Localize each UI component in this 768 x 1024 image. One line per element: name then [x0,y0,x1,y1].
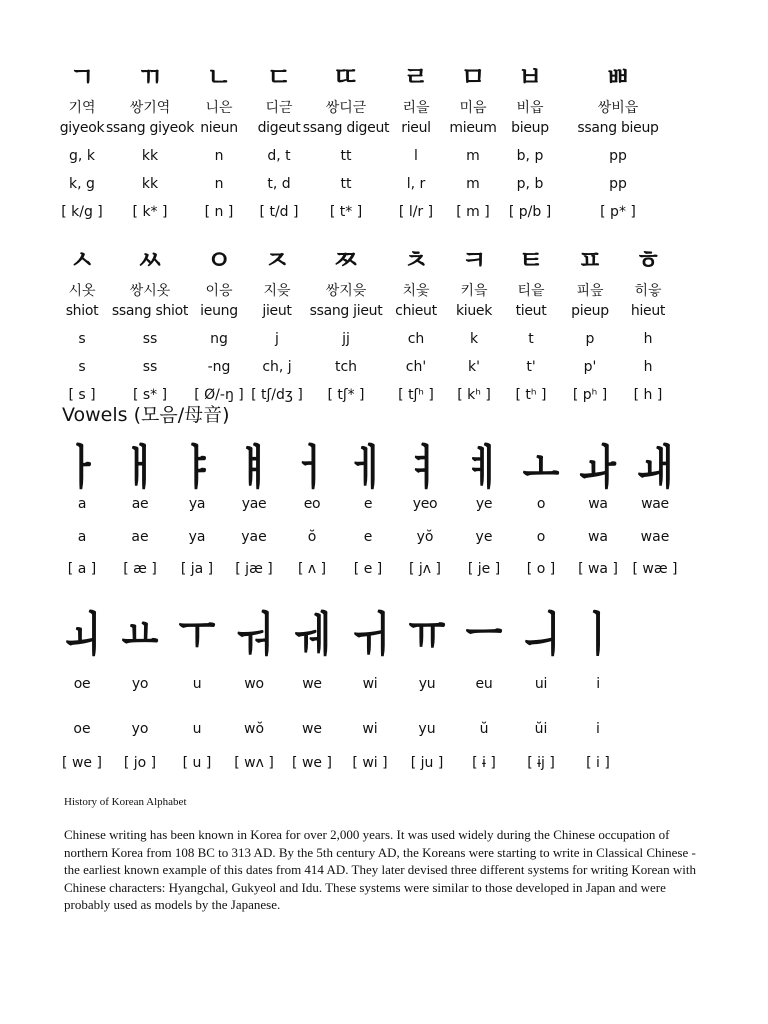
consonant-mr-cell: k' [468,359,480,375]
vowel-ipa-cell: [ e ] [353,561,383,577]
consonant-korean-cell: 티읕 [517,283,545,299]
vowel-glyph-cell: ㅠ [408,607,446,663]
vowel-roman-cell: yae [241,496,267,512]
consonants-row1-glyph-row [0,57,768,93]
consonant-mr-cell: -ng [207,359,231,375]
vowel-glyph-cell: ㅡ [465,607,503,663]
consonant-glyph-cell: ㄷ [266,63,292,93]
consonant-mr-cell: t, d [267,176,291,192]
vowel-roman-cell: wi [362,676,378,692]
consonant-initial-final-cell: tt [340,148,352,164]
consonant-korean-cell: 기역 [68,100,96,116]
vowel-mr-cell: wae [640,529,670,545]
consonant-mr-cell: ss [142,359,158,375]
consonant-korean-cell: 쌍지읒 [325,283,367,299]
consonants-row1-roman-row [0,120,768,148]
consonant-initial-final-cell: ng [210,331,228,347]
consonant-roman-cell: ssang bieup [577,120,659,136]
consonants-row1-ipa-row [0,204,768,232]
consonant-roman-cell: bieup [511,120,549,136]
consonant-ipa-cell: [ s ] [68,387,96,403]
vowel-ipa-cell: [ je ] [467,561,501,577]
consonant-glyph-cell: ㅊ [403,246,429,276]
consonant-roman-cell: shiot [65,303,99,319]
consonant-mr-cell: t' [526,359,536,375]
consonant-korean-cell: 쌍기역 [129,100,171,116]
vowel-roman-cell: o [536,496,546,512]
vowel-glyph-cell: ㅗ [522,440,560,496]
consonant-initial-final-cell: j [275,331,279,347]
vowel-ipa-cell: [ jæ ] [235,561,273,577]
consonants-row2-roman-row [0,303,768,331]
consonant-korean-cell: 쌍비읍 [597,100,639,116]
consonant-roman-cell: rieul [401,120,431,136]
vowel-mr-cell: yae [241,529,267,545]
consonant-initial-final-cell: n [214,148,224,164]
consonant-glyph-cell: ㄴ [206,63,232,93]
consonant-glyph-cell: ㅃ [605,63,631,93]
vowel-ipa-cell: [ we ] [62,755,102,771]
vowel-ipa-cell: [ a ] [67,561,97,577]
consonant-initial-final-cell: m [466,148,480,164]
vowel-ipa-cell: [ wʌ ] [234,755,274,771]
consonant-korean-cell: 지읒 [263,283,291,299]
consonant-initial-final-cell: l [414,148,418,164]
vowel-ipa-cell: [ we ] [292,755,332,771]
consonant-mr-cell: k, g [69,176,95,192]
consonant-roman-cell: hieut [630,303,666,319]
vowel-ipa-cell: [ wa ] [578,561,618,577]
vowel-mr-cell: e [363,529,373,545]
consonant-glyph-cell: ㅋ [461,246,487,276]
consonant-initial-final-cell: d, t [267,148,291,164]
consonant-ipa-cell: [ tʃʰ ] [398,387,434,403]
consonant-glyph-cell: ㅆ [137,246,163,276]
consonant-glyph-cell: ㅌ [518,246,544,276]
vowel-roman-cell: wae [641,496,669,512]
consonant-initial-final-cell: pp [609,148,627,164]
vowel-glyph-cell: ㅏ [63,440,101,496]
consonant-glyph-cell: ㄱ [69,63,95,93]
vowel-mr-cell: ŭi [534,721,548,737]
vowel-roman-cell: ye [475,496,493,512]
consonant-ipa-cell: [ kʰ ] [457,387,491,403]
consonant-mr-cell: p' [583,359,597,375]
vowels-row2-ipa-row [0,755,768,783]
consonant-roman-cell: jieut [262,303,292,319]
consonant-initial-final-cell: h [643,331,653,347]
vowel-glyph-cell: ㅐ [121,440,159,496]
vowel-mr-cell: ye [475,529,493,545]
consonant-glyph-cell: ㅁ [460,63,486,93]
consonant-roman-cell: pieup [571,303,609,319]
consonant-glyph-cell: ㅍ [577,246,603,276]
vowel-glyph-cell: ㅟ [351,607,389,663]
consonants-row2-mr-row [0,359,768,387]
vowel-roman-cell: wo [244,676,264,692]
vowel-glyph-cell: ㅒ [235,440,273,496]
vowel-glyph-cell: ㅜ [178,607,216,663]
consonant-korean-cell: 피읖 [576,283,604,299]
vowel-mr-cell: oe [73,721,91,737]
consonant-korean-cell: 리을 [402,100,430,116]
vowel-mr-cell: ŭ [479,721,489,737]
consonant-roman-cell: kiuek [455,303,493,319]
consonant-korean-cell: 히읗 [634,283,662,299]
vowel-ipa-cell: [ jo ] [123,755,157,771]
vowel-roman-cell: yeo [412,496,438,512]
consonant-roman-cell: giyeok [59,120,105,136]
history-title: History of Korean Alphabet [64,796,187,808]
consonant-roman-cell: ieung [200,303,238,319]
consonant-roman-cell: ssang jieut [309,303,383,319]
vowel-glyph-cell: ㅝ [235,607,273,663]
vowel-ipa-cell: [ i ] [586,755,610,771]
vowel-mr-cell: wi [362,721,378,737]
consonant-ipa-cell: [ pʰ ] [572,387,608,403]
consonant-mr-cell: m [466,176,480,192]
consonant-initial-final-cell: jj [342,331,350,347]
consonant-korean-cell: 쌍시옷 [129,283,171,299]
vowels-row2-roman-row [0,676,768,704]
consonant-glyph-cell: ㅎ [635,246,661,276]
consonant-initial-final-cell: s [78,331,86,347]
consonant-mr-cell: h [643,359,653,375]
vowel-mr-cell: wŏ [243,721,265,737]
consonants-row2-glyph-row [0,240,768,276]
vowel-glyph-cell: ㅞ [293,607,331,663]
consonant-korean-cell: 쌍디귿 [325,100,367,116]
vowel-glyph-cell: ㅙ [636,440,674,496]
consonant-ipa-cell: [ n ] [204,204,234,220]
consonant-glyph-cell: ㄹ [403,63,429,93]
consonant-glyph-cell: ㅂ [517,63,543,93]
consonant-ipa-cell: [ k* ] [132,204,168,220]
vowel-ipa-cell: [ wæ ] [632,561,678,577]
vowel-mr-cell: ae [131,529,149,545]
vowel-roman-cell: i [596,676,600,692]
consonant-mr-cell: l, r [406,176,426,192]
consonant-korean-cell: 키읔 [460,283,488,299]
consonant-initial-final-cell: ss [142,331,158,347]
consonant-korean-cell: 시옷 [68,283,96,299]
vowel-glyph-cell: ㅣ [579,607,617,663]
vowel-mr-cell: a [77,529,87,545]
consonant-ipa-cell: [ Ø/-ŋ ] [194,387,244,403]
vowel-roman-cell: wa [588,496,608,512]
vowels-heading: Vowels (모음/母音) [62,404,230,426]
consonant-roman-cell: digeut [257,120,301,136]
vowel-roman-cell: eo [303,496,321,512]
vowel-ipa-cell: [ jʌ ] [409,561,441,577]
consonant-korean-cell: 치읓 [402,283,430,299]
vowels-row1-ipa-row [0,561,768,589]
vowel-roman-cell: yo [131,676,149,692]
consonant-mr-cell: s [78,359,86,375]
vowel-mr-cell: i [596,721,600,737]
consonant-glyph-cell: ㅇ [206,246,232,276]
consonant-initial-final-cell: b, p [516,148,544,164]
consonant-initial-final-cell: kk [141,148,159,164]
vowel-roman-cell: ae [131,496,149,512]
vowel-glyph-cell: ㅔ [349,440,387,496]
vowels-row1-glyph-row [0,436,768,496]
consonant-ipa-cell: [ tʃ/dʒ ] [251,387,303,403]
consonant-roman-cell: ssang giyeok [105,120,195,136]
consonant-mr-cell: tch [334,359,358,375]
consonant-korean-cell: 니은 [205,100,233,116]
vowel-mr-cell: yo [131,721,149,737]
consonant-mr-cell: ch' [405,359,427,375]
consonants-row1-mr-row [0,176,768,204]
vowel-roman-cell: a [77,496,87,512]
consonant-korean-cell: 비읍 [516,100,544,116]
vowel-glyph-cell: ㅓ [293,440,331,496]
consonant-korean-cell: 미음 [459,100,487,116]
vowel-glyph-cell: ㅛ [121,607,159,663]
vowel-roman-cell: u [192,676,202,692]
vowels-row1-roman-row [0,496,768,524]
vowel-mr-cell: ya [188,529,206,545]
consonant-korean-cell: 디귿 [265,100,293,116]
consonant-roman-cell: chieut [395,303,437,319]
vowels-row1-mr-row [0,529,768,557]
vowel-glyph-cell: ㅖ [465,440,503,496]
vowel-roman-cell: ya [188,496,206,512]
consonant-mr-cell: kk [141,176,159,192]
vowel-ipa-cell: [ æ ] [123,561,157,577]
vowel-glyph-cell: ㅕ [406,440,444,496]
consonant-korean-cell: 이응 [205,283,233,299]
consonant-glyph-cell: ㅉ [333,246,359,276]
vowel-ipa-cell: [ ɨ ] [472,755,496,771]
consonant-ipa-cell: [ l/r ] [398,204,434,220]
vowel-ipa-cell: [ o ] [526,561,556,577]
consonant-mr-cell: p, b [516,176,544,192]
vowel-roman-cell: ui [534,676,548,692]
vowel-mr-cell: wa [587,529,609,545]
vowel-ipa-cell: [ ɨj ] [527,755,555,771]
consonant-mr-cell: pp [609,176,627,192]
vowels-row2-glyph-row [0,603,768,663]
consonant-ipa-cell: [ tʰ ] [515,387,547,403]
vowel-mr-cell: yŏ [416,529,434,545]
consonant-initial-final-cell: p [585,331,595,347]
consonant-mr-cell: tt [340,176,352,192]
vowel-glyph-cell: ㅢ [522,607,560,663]
vowel-glyph-cell: ㅘ [579,440,617,496]
consonant-roman-cell: ssang shiot [111,303,189,319]
consonant-roman-cell: mieum [449,120,497,136]
consonant-ipa-cell: [ s* ] [132,387,168,403]
consonant-mr-cell: ch, j [262,359,292,375]
vowel-ipa-cell: [ ʌ ] [297,561,327,577]
consonant-initial-final-cell: t [528,331,534,347]
history-paragraph: Chinese writing has been known in Korea for over 2,000 years. It was used widely during the Chinese occupation of northern Korea from 108 BC to 313 AD. By the 5th century AD, the Koreans were starting to write in Classical Chinese - the earliest known example of this dates from 414 AD. They later devised three different systems for writing Korean with Chinese characters: Hyangchal, Gukyeol and Idu. These systems were similar to those developed in Japan and were probably used as models by the Japanese. [64,827,697,912]
vowel-ipa-cell: [ ja ] [180,561,214,577]
consonant-ipa-cell: [ h ] [633,387,663,403]
consonant-initial-final-cell: ch [407,331,425,347]
vowel-glyph-cell: ㅚ [63,607,101,663]
consonant-initial-final-cell: k [469,331,479,347]
consonants-row1-initial-final-row [0,148,768,176]
consonant-ipa-cell: [ tʃ* ] [327,387,365,403]
vowel-roman-cell: yu [418,676,436,692]
consonant-ipa-cell: [ m ] [456,204,490,220]
consonant-mr-cell: n [214,176,224,192]
consonant-glyph-cell: ㅅ [69,246,95,276]
vowel-roman-cell: eu [475,676,493,692]
consonants-row2-initial-final-row [0,331,768,359]
vowel-mr-cell: u [192,721,202,737]
vowel-ipa-cell: [ wi ] [352,755,388,771]
consonant-roman-cell: nieun [200,120,238,136]
vowel-mr-cell: o [536,529,546,545]
vowel-glyph-cell: ㅑ [178,440,216,496]
consonant-glyph-cell: ㅈ [264,246,290,276]
consonant-ipa-cell: [ k/g ] [61,204,103,220]
vowels-row2-mr-row [0,721,768,749]
consonant-roman-cell: ssang digeut [302,120,390,136]
vowel-roman-cell: oe [73,676,91,692]
consonant-glyph-cell: ㄲ [137,63,163,93]
consonant-initial-final-cell: g, k [69,148,95,164]
vowel-ipa-cell: [ ju ] [410,755,444,771]
consonant-ipa-cell: [ t* ] [329,204,363,220]
consonant-ipa-cell: [ p* ] [600,204,636,220]
consonant-glyph-cell: ㄸ [333,63,359,93]
vowel-roman-cell: we [302,676,322,692]
vowel-mr-cell: ŏ [307,529,317,545]
vowel-ipa-cell: [ u ] [182,755,212,771]
consonant-ipa-cell: [ t/d ] [259,204,299,220]
consonant-ipa-cell: [ p/b ] [508,204,552,220]
vowel-mr-cell: yu [418,721,436,737]
consonant-roman-cell: tieut [515,303,547,319]
vowel-mr-cell: we [301,721,323,737]
vowel-roman-cell: e [363,496,373,512]
